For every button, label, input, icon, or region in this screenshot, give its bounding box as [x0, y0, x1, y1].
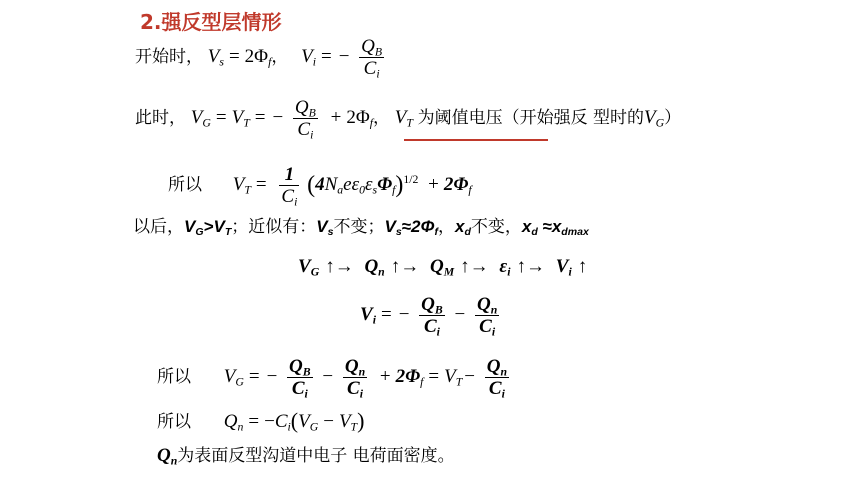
so-label-2: 所以: [157, 367, 191, 388]
qn-definition-text: 为表面反型沟道中电子 电荷面密度。: [177, 446, 455, 466]
section-heading-text: 2.强反型层情形: [140, 10, 282, 34]
start-label: 开始时，: [135, 47, 203, 68]
formula-vt-full: 所以 $V_T$ = $\frac{1}{C_i}$ $(4N_ae\varepsilon_0\varepsilon_s\Phi_f)^{1/2} + 2\Phi_f$: [168, 164, 472, 209]
so-label-1: 所以: [168, 175, 202, 196]
section-heading: [140, 12, 282, 32]
formula-start: 开始时， $V_s = 2\Phi_f$， $V_i$ = − $\frac{Q_B}{C_i}$: [135, 36, 383, 81]
vs-expr: $V_s$: [207, 46, 224, 69]
phif-label: 2Φ: [411, 217, 435, 236]
conditions-line: 以后，$V_G>V_T$；近似有：$V_s$不变；$V_s\approx 2\Phi_f$，$x_d$不变，$x_d \approx x_{dmax}$: [133, 217, 589, 239]
threshold-underline: [404, 139, 548, 141]
after-label: 以后，: [133, 217, 184, 237]
vt-note: 为阈值电压（开始强反 型时的: [417, 108, 645, 129]
at-this-time-label: 此时，: [135, 108, 186, 129]
so-label-3: 所以: [157, 412, 191, 432]
formula-vg: 所以 $V_G$ = − $\frac{Q_B}{C_i}$ − $\frac{Q_n}{C_i}$ + $2\Phi_f = V_T$ − $\frac{Q_n}{C_i}$: [157, 356, 508, 401]
formula-qn: 所以 $Q_n = -C_i(V_G - V_T)$: [157, 408, 365, 434]
qn-definition: $Q_n$为表面反型沟道中电子 电荷面密度。: [157, 445, 455, 468]
formula-vg-vt: 此时， $V_G = V_T$ = − $\frac{Q_B}{C_i}$ + $2\Phi_f$， $V_T$ 为阈值电压（开始强反 型时的$V_G$）: [135, 97, 682, 142]
formula-vi: $V_i$ = − $\frac{Q_B}{C_i}$ − $\frac{Q_n}{C_i}$: [360, 294, 498, 339]
arrow-chain: $V_G$ ↑→ $Q_n$ ↑→ $Q_M$ ↑→ $\varepsilon_i$ ↑→ $V_i$ ↑: [298, 256, 588, 279]
qb-over-ci: $\frac{Q_B}{C_i}$: [361, 36, 383, 81]
